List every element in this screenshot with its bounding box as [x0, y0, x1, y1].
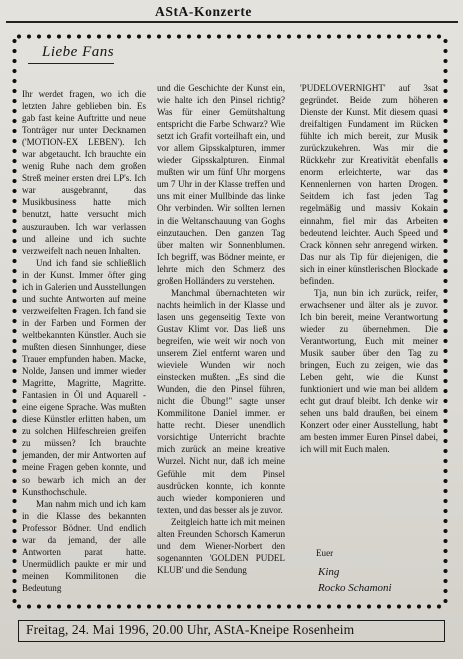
header-title: AStA-Konzerte — [155, 4, 253, 19]
text-column-1 — [22, 88, 146, 594]
dotted-border-right — [443, 36, 448, 606]
header-rule — [6, 21, 458, 23]
text-column-3 — [300, 82, 438, 455]
text-column-2 — [157, 82, 285, 576]
paragraph: Tja, nun bin ich zurück, reifer, erwachsener und älter als je zuvor. Ich bin bereit, meine Verantwortung wieder zu übernehmen. Die Verantwortung, Euch mit meiner Musik sauber über den Tag zu bringen, Euch zu zeigen, wie das Leben geht, wie die Kunst funktioniert und wie man bei alldem echt gut drauf bleibt. Ich denke wir sehen uns bald draußen, bei einem Konzert oder einer Ausstellung, habt am besten immer Euren Pinsel dabei, ich will mit Euch malen. — [300, 287, 438, 455]
signature-line-1: King — [318, 566, 340, 578]
greeting-underline — [28, 63, 114, 64]
paragraph: Ihr werdet fragen, wo ich die letzten Jahre geblieben bin. Es gab fast keine Auftritte und neue Tonträger nur unter Decknamen ('MOTION-EX LEBEN'). Ich war abgetaucht. Ich brauchte ein wenig Ruhe nach dem großen Streß meiner ersten drei LP's. Ich war ausgebrannt, das Musikbusiness hatte mich benutzt, hatte versucht mich auszurauben. Ich war verlassen und alleine und ich suchte verzweifelt nach neuen Inhalten. — [22, 89, 146, 256]
paragraph: Zeitgleich hatte ich mit meinen alten Freunden Schorsch Kamerun und dem Wiener-Norbert den sogenannten 'GOLDEN PUDEL KLUB' und die Sendung — [157, 516, 285, 575]
signature-line-2: Rocko Schamoni — [318, 582, 392, 594]
dotted-border-top — [14, 34, 446, 39]
paragraph: Manchmal übernachteten wir nachts heimlich in der Klasse und lasen uns gegenseitig Texte von Gustav Klimt vor. Das ließ uns begreifen, wie weit wir noch von unserem Ziel entfernt waren und wieviele Wunden wir noch einstecken mußten. „Es sind die Wunden, die den Pinsel führen, nicht die Übung!" sagte unser Kommilitone Daniel immer. er hatte recht. Dieser unendlich vorsichtige Unterricht brachte mich zurück an meine kreative Wurzel. Nicht nur, daß ich meine Gefühle mit dem Pinsel ausdrücken konnte, ich konnte auch wieder komponieren und texten, und das besser als je zuvor. — [157, 287, 285, 515]
paragraph: Und ich fand sie schließlich in der Kunst. Immer öfter ging ich in Galerien und Ausstellungen und suchte Antworten auf meine verzweifelten Fragen. Ich fand sie in der Farben und Formen der weltbekannten Künstler. Auch sie mußten diesen Sinnhunger, diese Trauer empfunden haben. Macke, Nolde, Jansen und immer wieder Magritte, Magritte, Magritte. Fantasien in Öl und Aquarell - eine eigene Sprache. Was mußten diese Künstler erlitten haben, um zu solchen Hilfeschreien greifen zu müssen? Ich brauchte jemanden, der mir Antworten auf meine Fragen geben konnte, und so bewarb ich mich an der Kunsthochschule. — [22, 257, 146, 497]
signature-intro: Euer — [316, 548, 334, 558]
dotted-border-bottom — [14, 604, 446, 609]
dotted-border-left — [12, 36, 17, 606]
paragraph: 'PUDELOVERNIGHT' auf 3sat gegründet. Beide zum höheren Dienste der Kunst. Mit diesem quasi dreifaltigen Fundament im Rücken fühlte ich mich bereit, zur Musik zurückzukehren. Was mir die Rückkehr zur Kreativität ebenfalls enorm erleichterte, war das Kennenlernen von harten Drogen. Seitdem ich fast jeden Tag regelmäßig und massiv Kokain einnahm, fiel mir das Arbeiten bedeutend leichter. Auch Speed und Crack können sehr anregend wirken. Das nur als Tip für diejenigen, die sich in einer künstlerischen Blockade befinden. — [300, 83, 438, 286]
event-info: Freitag, 24. Mai 1996, 20.00 Uhr, AStA-Kneipe Rosenheim — [26, 622, 355, 637]
paragraph: und die Geschichte der Kunst ein, wie halte ich den Pinsel richtig? Was für einer Gemütshaltung entspricht die Farbe Schwarz? Wie setzt ich Grafit vorteilhaft ein, und vor allem Gipsskalpturen, immer wieder Gipsskalpturen. Einmal mußten wir um fünf Uhr morgens um 7 Uhr in der Klasse treffen und uns mit einer Mullbinde das linke Ohr verbinden. Wir sollten lernen in die Weltanschauung van Goghs einzutauchen. Den ganzen Tag über malten wir Sonnenblumen. Ich begriff, was Bödner meinte, er lehrte mich den Schmerz des großen Holländers zu verstehen. — [157, 83, 285, 286]
greeting-heading: Liebe Fans — [42, 44, 115, 60]
paragraph: Man nahm mich und ich kam in die Klasse des bekannten Professor Bödner. Und endlich war da jemand, der alle Antworten parat hatte. Unermüdlich paukte er mir und meinen Kommilitonen die Bedeutung — [22, 498, 146, 593]
